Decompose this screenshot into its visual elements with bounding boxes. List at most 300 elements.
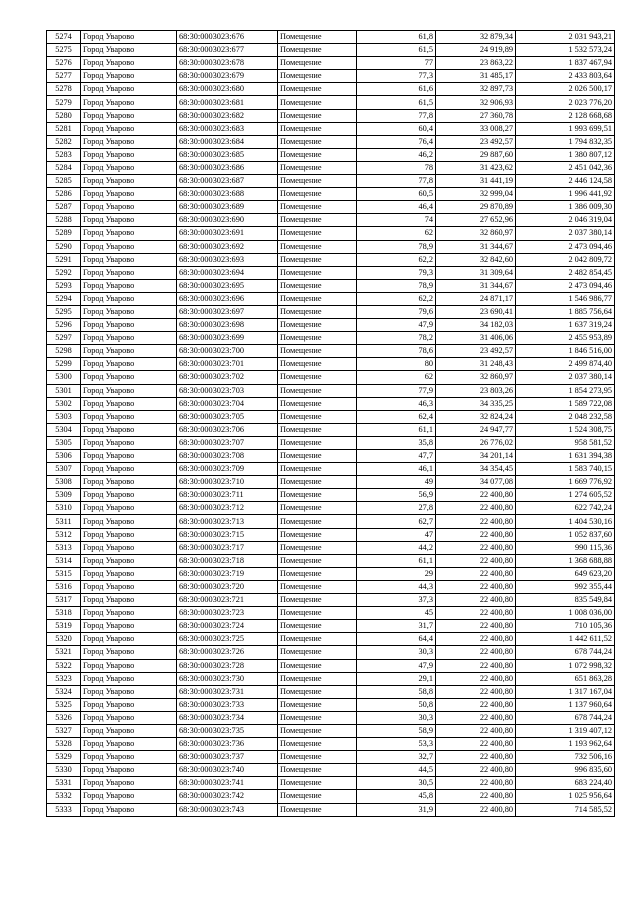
unit-value-cell: 24 947,77 — [436, 423, 516, 436]
area-cell: 47 — [357, 528, 436, 541]
object-type-cell: Помещение — [278, 803, 357, 816]
unit-value-cell: 22 400,80 — [436, 554, 516, 567]
cadastral-number-cell: 68:30:0003023:715 — [177, 528, 278, 541]
table-row — [47, 83, 615, 96]
cadastral-value-cell: 2 433 803,64 — [516, 70, 615, 83]
cadastral-number-cell: 68:30:0003023:721 — [177, 594, 278, 607]
object-type-cell: Помещение — [278, 332, 357, 345]
cadastral-number-cell: 68:30:0003023:708 — [177, 450, 278, 463]
object-type-cell: Помещение — [278, 384, 357, 397]
cadastral-value-cell: 2 042 809,72 — [516, 253, 615, 266]
object-type-cell: Помещение — [278, 70, 357, 83]
city-cell: Город Уварово — [81, 541, 177, 554]
cadastral-value-cell: 2 473 094,46 — [516, 240, 615, 253]
city-cell: Город Уварово — [81, 70, 177, 83]
cadastral-value-cell: 714 585,52 — [516, 803, 615, 816]
table-body — [47, 31, 615, 817]
row-number-cell: 5297 — [47, 332, 81, 345]
object-type-cell: Помещение — [278, 410, 357, 423]
unit-value-cell: 32 860,97 — [436, 371, 516, 384]
row-number-cell: 5326 — [47, 711, 81, 724]
area-cell: 56,9 — [357, 489, 436, 502]
table-row — [47, 109, 615, 122]
table-row — [47, 528, 615, 541]
unit-value-cell: 22 400,80 — [436, 751, 516, 764]
city-cell: Город Уварово — [81, 489, 177, 502]
area-cell: 29 — [357, 567, 436, 580]
object-type-cell: Помещение — [278, 698, 357, 711]
row-number-cell: 5325 — [47, 698, 81, 711]
object-type-cell: Помещение — [278, 148, 357, 161]
cadastral-number-cell: 68:30:0003023:700 — [177, 345, 278, 358]
row-number-cell: 5333 — [47, 803, 81, 816]
object-type-cell: Помещение — [278, 292, 357, 305]
unit-value-cell: 22 400,80 — [436, 580, 516, 593]
object-type-cell: Помещение — [278, 266, 357, 279]
cadastral-value-cell: 1 025 956,64 — [516, 790, 615, 803]
city-cell: Город Уварово — [81, 96, 177, 109]
object-type-cell: Помещение — [278, 567, 357, 580]
object-type-cell: Помещение — [278, 580, 357, 593]
unit-value-cell: 22 400,80 — [436, 620, 516, 633]
area-cell: 61,6 — [357, 83, 436, 96]
unit-value-cell: 22 400,80 — [436, 685, 516, 698]
table-row — [47, 515, 615, 528]
table-row — [47, 305, 615, 318]
cadastral-number-cell: 68:30:0003023:706 — [177, 423, 278, 436]
cadastral-number-cell: 68:30:0003023:719 — [177, 567, 278, 580]
cadastral-value-cell: 1 193 962,64 — [516, 738, 615, 751]
table-row — [47, 175, 615, 188]
cadastral-number-cell: 68:30:0003023:712 — [177, 502, 278, 515]
city-cell: Город Уварово — [81, 227, 177, 240]
area-cell: 62,2 — [357, 253, 436, 266]
row-number-cell: 5309 — [47, 489, 81, 502]
cadastral-value-cell: 1 546 986,77 — [516, 292, 615, 305]
cadastral-number-cell: 68:30:0003023:696 — [177, 292, 278, 305]
unit-value-cell: 22 400,80 — [436, 489, 516, 502]
cadastral-value-cell: 1 846 516,00 — [516, 345, 615, 358]
table-row — [47, 332, 615, 345]
cadastral-value-cell: 2 037 380,14 — [516, 227, 615, 240]
table-row — [47, 567, 615, 580]
unit-value-cell: 32 860,97 — [436, 227, 516, 240]
unit-value-cell: 22 400,80 — [436, 541, 516, 554]
area-cell: 58,8 — [357, 685, 436, 698]
table-row — [47, 96, 615, 109]
object-type-cell: Помещение — [278, 502, 357, 515]
unit-value-cell: 22 400,80 — [436, 502, 516, 515]
area-cell: 30,3 — [357, 711, 436, 724]
cadastral-number-cell: 68:30:0003023:680 — [177, 83, 278, 96]
table-row — [47, 423, 615, 436]
cadastral-number-cell: 68:30:0003023:731 — [177, 685, 278, 698]
cadastral-value-cell: 1 589 722,08 — [516, 397, 615, 410]
table-row — [47, 777, 615, 790]
unit-value-cell: 22 400,80 — [436, 764, 516, 777]
table-row — [47, 279, 615, 292]
object-type-cell: Помещение — [278, 515, 357, 528]
area-cell: 77,8 — [357, 175, 436, 188]
area-cell: 61,8 — [357, 31, 436, 44]
object-type-cell: Помещение — [278, 371, 357, 384]
table-row — [47, 764, 615, 777]
table-row — [47, 188, 615, 201]
cadastral-number-cell: 68:30:0003023:742 — [177, 790, 278, 803]
table-row — [47, 554, 615, 567]
row-number-cell: 5286 — [47, 188, 81, 201]
city-cell: Город Уварово — [81, 214, 177, 227]
unit-value-cell: 31 248,43 — [436, 358, 516, 371]
unit-value-cell: 22 400,80 — [436, 711, 516, 724]
cadastral-number-cell: 68:30:0003023:733 — [177, 698, 278, 711]
cadastral-value-cell: 1 319 407,12 — [516, 724, 615, 737]
area-cell: 79,6 — [357, 305, 436, 318]
area-cell: 61,1 — [357, 423, 436, 436]
object-type-cell: Помещение — [278, 96, 357, 109]
cadastral-value-cell: 2 046 319,04 — [516, 214, 615, 227]
unit-value-cell: 22 400,80 — [436, 515, 516, 528]
cadastral-number-cell: 68:30:0003023:704 — [177, 397, 278, 410]
cadastral-number-cell: 68:30:0003023:723 — [177, 607, 278, 620]
object-type-cell: Помещение — [278, 528, 357, 541]
row-number-cell: 5298 — [47, 345, 81, 358]
row-number-cell: 5328 — [47, 738, 81, 751]
table-row — [47, 266, 615, 279]
cadastral-number-cell: 68:30:0003023:702 — [177, 371, 278, 384]
cadastral-value-cell: 2 446 124,58 — [516, 175, 615, 188]
object-type-cell: Помещение — [278, 541, 357, 554]
city-cell: Город Уварово — [81, 764, 177, 777]
area-cell: 77,9 — [357, 384, 436, 397]
cadastral-value-cell: 678 744,24 — [516, 646, 615, 659]
unit-value-cell: 32 897,73 — [436, 83, 516, 96]
table-row — [47, 31, 615, 44]
area-cell: 44,2 — [357, 541, 436, 554]
unit-value-cell: 23 803,26 — [436, 384, 516, 397]
object-type-cell: Помещение — [278, 436, 357, 449]
city-cell: Город Уварово — [81, 790, 177, 803]
cadastral-value-cell: 1 583 740,15 — [516, 463, 615, 476]
table-row — [47, 70, 615, 83]
cadastral-number-cell: 68:30:0003023:691 — [177, 227, 278, 240]
area-cell: 74 — [357, 214, 436, 227]
city-cell: Город Уварово — [81, 279, 177, 292]
area-cell: 61,1 — [357, 554, 436, 567]
city-cell: Город Уварово — [81, 711, 177, 724]
cadastral-value-cell: 1 386 009,30 — [516, 201, 615, 214]
cadastral-number-cell: 68:30:0003023:692 — [177, 240, 278, 253]
table-row — [47, 698, 615, 711]
cadastral-number-cell: 68:30:0003023:737 — [177, 751, 278, 764]
object-type-cell: Помещение — [278, 685, 357, 698]
row-number-cell: 5315 — [47, 567, 81, 580]
table-row — [47, 410, 615, 423]
object-type-cell: Помещение — [278, 738, 357, 751]
object-type-cell: Помещение — [278, 607, 357, 620]
city-cell: Город Уварово — [81, 410, 177, 423]
cadastral-number-cell: 68:30:0003023:695 — [177, 279, 278, 292]
cadastral-value-cell: 2 026 500,17 — [516, 83, 615, 96]
table-row — [47, 397, 615, 410]
row-number-cell: 5283 — [47, 148, 81, 161]
cadastral-value-cell: 992 355,44 — [516, 580, 615, 593]
cadastral-value-cell: 1 532 573,24 — [516, 44, 615, 57]
cadastral-number-cell: 68:30:0003023:686 — [177, 161, 278, 174]
city-cell: Город Уварово — [81, 554, 177, 567]
object-type-cell: Помещение — [278, 764, 357, 777]
cadastral-number-cell: 68:30:0003023:741 — [177, 777, 278, 790]
unit-value-cell: 22 400,80 — [436, 672, 516, 685]
cadastral-number-cell: 68:30:0003023:683 — [177, 122, 278, 135]
row-number-cell: 5312 — [47, 528, 81, 541]
city-cell: Город Уварово — [81, 659, 177, 672]
cadastral-number-cell: 68:30:0003023:734 — [177, 711, 278, 724]
table-row — [47, 633, 615, 646]
cadastral-value-cell: 1 274 605,52 — [516, 489, 615, 502]
object-type-cell: Помещение — [278, 423, 357, 436]
table-row — [47, 724, 615, 737]
cadastral-number-cell: 68:30:0003023:710 — [177, 476, 278, 489]
area-cell: 62,4 — [357, 410, 436, 423]
city-cell: Город Уварово — [81, 44, 177, 57]
cadastral-number-cell: 68:30:0003023:687 — [177, 175, 278, 188]
unit-value-cell: 31 344,67 — [436, 240, 516, 253]
cadastral-value-cell: 1 631 394,38 — [516, 450, 615, 463]
cadastral-number-cell: 68:30:0003023:681 — [177, 96, 278, 109]
row-number-cell: 5321 — [47, 646, 81, 659]
unit-value-cell: 31 441,19 — [436, 175, 516, 188]
row-number-cell: 5314 — [47, 554, 81, 567]
cadastral-number-cell: 68:30:0003023:693 — [177, 253, 278, 266]
unit-value-cell: 31 485,17 — [436, 70, 516, 83]
cadastral-value-cell: 990 115,36 — [516, 541, 615, 554]
cadastral-number-cell: 68:30:0003023:711 — [177, 489, 278, 502]
unit-value-cell: 27 360,78 — [436, 109, 516, 122]
cadastral-number-cell: 68:30:0003023:705 — [177, 410, 278, 423]
unit-value-cell: 22 400,80 — [436, 659, 516, 672]
cadastral-value-cell: 996 835,60 — [516, 764, 615, 777]
table-row — [47, 122, 615, 135]
row-number-cell: 5274 — [47, 31, 81, 44]
row-number-cell: 5327 — [47, 724, 81, 737]
cadastral-number-cell: 68:30:0003023:698 — [177, 319, 278, 332]
unit-value-cell: 23 492,57 — [436, 345, 516, 358]
area-cell: 45 — [357, 607, 436, 620]
row-number-cell: 5316 — [47, 580, 81, 593]
area-cell: 61,5 — [357, 96, 436, 109]
unit-value-cell: 22 400,80 — [436, 528, 516, 541]
object-type-cell: Помещение — [278, 463, 357, 476]
area-cell: 47,9 — [357, 319, 436, 332]
row-number-cell: 5319 — [47, 620, 81, 633]
row-number-cell: 5324 — [47, 685, 81, 698]
object-type-cell: Помещение — [278, 646, 357, 659]
cadastral-number-cell: 68:30:0003023:690 — [177, 214, 278, 227]
city-cell: Город Уварово — [81, 436, 177, 449]
city-cell: Город Уварово — [81, 240, 177, 253]
row-number-cell: 5276 — [47, 57, 81, 70]
unit-value-cell: 22 400,80 — [436, 567, 516, 580]
unit-value-cell: 29 887,60 — [436, 148, 516, 161]
cadastral-value-cell: 1 837 467,94 — [516, 57, 615, 70]
table-row — [47, 227, 615, 240]
row-number-cell: 5302 — [47, 397, 81, 410]
cadastral-value-cell: 1 404 530,16 — [516, 515, 615, 528]
unit-value-cell: 34 077,08 — [436, 476, 516, 489]
cadastral-number-cell: 68:30:0003023:724 — [177, 620, 278, 633]
city-cell: Город Уварово — [81, 122, 177, 135]
cadastral-value-cell: 1 317 167,04 — [516, 685, 615, 698]
area-cell: 31,9 — [357, 803, 436, 816]
area-cell: 44,3 — [357, 580, 436, 593]
row-number-cell: 5322 — [47, 659, 81, 672]
cadastral-value-cell: 1 669 776,92 — [516, 476, 615, 489]
unit-value-cell: 27 652,96 — [436, 214, 516, 227]
area-cell: 27,8 — [357, 502, 436, 515]
cadastral-number-cell: 68:30:0003023:709 — [177, 463, 278, 476]
cadastral-number-cell: 68:30:0003023:713 — [177, 515, 278, 528]
row-number-cell: 5285 — [47, 175, 81, 188]
table-row — [47, 57, 615, 70]
city-cell: Город Уварово — [81, 620, 177, 633]
row-number-cell: 5311 — [47, 515, 81, 528]
row-number-cell: 5275 — [47, 44, 81, 57]
city-cell: Город Уварово — [81, 135, 177, 148]
row-number-cell: 5292 — [47, 266, 81, 279]
cadastral-value-cell: 1 008 036,00 — [516, 607, 615, 620]
area-cell: 46,3 — [357, 397, 436, 410]
row-number-cell: 5303 — [47, 410, 81, 423]
table-row — [47, 738, 615, 751]
row-number-cell: 5281 — [47, 122, 81, 135]
object-type-cell: Помещение — [278, 188, 357, 201]
area-cell: 37,3 — [357, 594, 436, 607]
cadastral-value-table — [46, 30, 615, 817]
cadastral-number-cell: 68:30:0003023:676 — [177, 31, 278, 44]
table-row — [47, 803, 615, 816]
city-cell: Город Уварово — [81, 384, 177, 397]
area-cell: 60,5 — [357, 188, 436, 201]
table-row — [47, 384, 615, 397]
city-cell: Город Уварово — [81, 528, 177, 541]
row-number-cell: 5290 — [47, 240, 81, 253]
table-row — [47, 751, 615, 764]
cadastral-number-cell: 68:30:0003023:740 — [177, 764, 278, 777]
area-cell: 78,2 — [357, 332, 436, 345]
table-row — [47, 44, 615, 57]
unit-value-cell: 22 400,80 — [436, 803, 516, 816]
object-type-cell: Помещение — [278, 659, 357, 672]
area-cell: 78 — [357, 161, 436, 174]
city-cell: Город Уварово — [81, 646, 177, 659]
row-number-cell: 5280 — [47, 109, 81, 122]
area-cell: 77,3 — [357, 70, 436, 83]
object-type-cell: Помещение — [278, 594, 357, 607]
cadastral-value-cell: 1 885 756,64 — [516, 305, 615, 318]
cadastral-number-cell: 68:30:0003023:728 — [177, 659, 278, 672]
row-number-cell: 5310 — [47, 502, 81, 515]
cadastral-number-cell: 68:30:0003023:685 — [177, 148, 278, 161]
city-cell: Город Уварово — [81, 253, 177, 266]
row-number-cell: 5299 — [47, 358, 81, 371]
table-row — [47, 161, 615, 174]
object-type-cell: Помещение — [278, 345, 357, 358]
unit-value-cell: 34 354,45 — [436, 463, 516, 476]
city-cell: Город Уварово — [81, 777, 177, 790]
object-type-cell: Помещение — [278, 358, 357, 371]
cadastral-value-cell: 2 473 094,46 — [516, 279, 615, 292]
city-cell: Город Уварово — [81, 476, 177, 489]
table-row — [47, 345, 615, 358]
unit-value-cell: 22 400,80 — [436, 738, 516, 751]
cadastral-value-cell: 1 637 319,24 — [516, 319, 615, 332]
cadastral-number-cell: 68:30:0003023:743 — [177, 803, 278, 816]
unit-value-cell: 22 400,80 — [436, 777, 516, 790]
table-row — [47, 463, 615, 476]
row-number-cell: 5289 — [47, 227, 81, 240]
unit-value-cell: 24 871,17 — [436, 292, 516, 305]
area-cell: 77,8 — [357, 109, 436, 122]
city-cell: Город Уварово — [81, 423, 177, 436]
object-type-cell: Помещение — [278, 450, 357, 463]
city-cell: Город Уварово — [81, 266, 177, 279]
cadastral-value-cell: 2 451 042,36 — [516, 161, 615, 174]
cadastral-number-cell: 68:30:0003023:678 — [177, 57, 278, 70]
area-cell: 61,5 — [357, 44, 436, 57]
row-number-cell: 5308 — [47, 476, 81, 489]
row-number-cell: 5320 — [47, 633, 81, 646]
object-type-cell: Помещение — [278, 227, 357, 240]
city-cell: Город Уварово — [81, 305, 177, 318]
row-number-cell: 5300 — [47, 371, 81, 384]
object-type-cell: Помещение — [278, 305, 357, 318]
area-cell: 47,7 — [357, 450, 436, 463]
city-cell: Город Уварово — [81, 109, 177, 122]
area-cell: 60,4 — [357, 122, 436, 135]
object-type-cell: Помещение — [278, 240, 357, 253]
cadastral-value-cell: 622 742,24 — [516, 502, 615, 515]
cadastral-value-cell: 2 128 668,68 — [516, 109, 615, 122]
row-number-cell: 5331 — [47, 777, 81, 790]
cadastral-value-cell: 1 137 960,64 — [516, 698, 615, 711]
object-type-cell: Помещение — [278, 135, 357, 148]
table-row — [47, 489, 615, 502]
city-cell: Город Уварово — [81, 751, 177, 764]
object-type-cell: Помещение — [278, 109, 357, 122]
area-cell: 78,9 — [357, 240, 436, 253]
object-type-cell: Помещение — [278, 476, 357, 489]
table-row — [47, 659, 615, 672]
city-cell: Город Уварово — [81, 57, 177, 70]
city-cell: Город Уварово — [81, 724, 177, 737]
city-cell: Город Уварово — [81, 515, 177, 528]
unit-value-cell: 23 690,41 — [436, 305, 516, 318]
unit-value-cell: 23 492,57 — [436, 135, 516, 148]
unit-value-cell: 31 406,06 — [436, 332, 516, 345]
cadastral-number-cell: 68:30:0003023:703 — [177, 384, 278, 397]
cadastral-value-cell: 1 524 308,75 — [516, 423, 615, 436]
table-row — [47, 646, 615, 659]
area-cell: 62 — [357, 371, 436, 384]
area-cell: 46,4 — [357, 201, 436, 214]
table-row — [47, 135, 615, 148]
city-cell: Город Уварово — [81, 580, 177, 593]
unit-value-cell: 22 400,80 — [436, 594, 516, 607]
city-cell: Город Уварово — [81, 161, 177, 174]
area-cell: 53,3 — [357, 738, 436, 751]
table-row — [47, 253, 615, 266]
